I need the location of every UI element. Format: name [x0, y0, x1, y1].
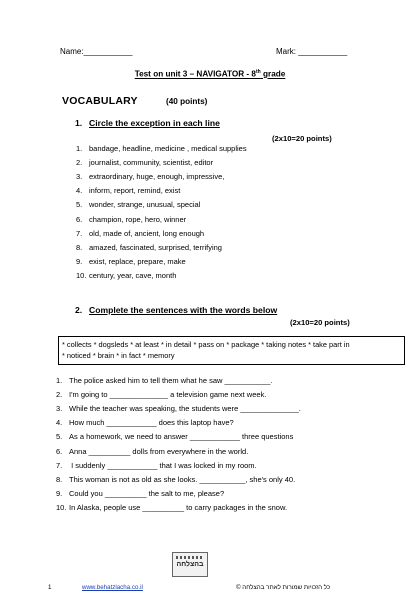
item-number: 7. — [76, 228, 83, 238]
list-item — [56, 432, 293, 441]
item-text: As a homework, we need to answer ____________ three questions — [69, 432, 294, 442]
item-text: I'm going to ______________ a television game next week. — [69, 390, 267, 400]
section-2-points: (2x10=20 points) — [290, 318, 350, 327]
website-link[interactable]: www.behatzlacha.co.il — [82, 584, 143, 591]
section-2-number: 2. — [75, 305, 83, 315]
item-text: exist, replace, prepare, make — [89, 256, 186, 266]
list-item — [76, 172, 224, 181]
name-field-label: Name:___________ — [60, 47, 133, 56]
item-text: journalist, community, scientist, editor — [89, 158, 214, 168]
mark-field-label: Mark: ___________ — [276, 47, 348, 56]
item-number: 1. — [56, 376, 63, 385]
list-item — [76, 144, 247, 153]
list-item — [76, 158, 213, 167]
item-number: 10. — [56, 502, 67, 512]
list-item — [76, 257, 186, 266]
item-number: 9. — [56, 488, 63, 498]
item-number: 5. — [76, 200, 83, 210]
list-item — [56, 461, 257, 470]
vocabulary-points: (40 points) — [166, 97, 208, 106]
item-number: 4. — [76, 186, 83, 196]
list-item — [56, 390, 266, 399]
section-1-heading — [75, 118, 220, 128]
item-number: 8. — [76, 242, 83, 252]
list-item — [76, 243, 222, 252]
logo-text: בהצלחה — [176, 561, 204, 568]
item-number: 1. — [76, 144, 83, 153]
item-text: bandage, headline, medicine , medical supplies — [89, 144, 247, 153]
item-text: old, made of, ancient, long enough — [89, 228, 205, 238]
section-1-number: 1. — [75, 118, 83, 128]
item-text: century, year, cave, month — [89, 270, 177, 280]
item-text: Could you __________ the salt to me, please? — [69, 488, 225, 498]
list-item — [76, 215, 186, 224]
item-text: In Alaska, people use __________ to carry packages in the snow. — [69, 502, 288, 512]
item-text: inform, report, remind, exist — [89, 186, 181, 196]
list-item — [56, 489, 224, 498]
list-item — [76, 200, 200, 209]
section-1-points: (2x10=20 points) — [272, 134, 332, 143]
item-number: 4. — [56, 418, 63, 428]
item-number: 6. — [76, 214, 83, 224]
item-number: 9. — [76, 256, 83, 266]
list-item — [76, 186, 180, 195]
test-title-superscript: th — [256, 69, 261, 75]
list-item — [56, 447, 248, 456]
test-title — [0, 69, 420, 79]
item-text: The police asked him to tell them what he saw ___________. — [69, 376, 273, 385]
list-item — [56, 404, 301, 413]
item-number: 2. — [76, 158, 83, 168]
word-bank-line-1: * collects * dogsleds * at least * in detail * pass on * package * taking notes * take part in — [62, 340, 350, 349]
item-text: How much ____________ does this laptop have? — [69, 418, 234, 428]
list-item — [76, 229, 204, 238]
item-text: While the teacher was speaking, the students were ______________. — [69, 404, 301, 414]
page-number: 1 — [48, 584, 52, 591]
list-item — [56, 418, 234, 427]
list-item — [76, 271, 176, 280]
word-bank-line-2: * noticed * brain * in fact * memory — [62, 351, 175, 360]
list-item — [56, 376, 272, 385]
item-text: Anna __________ dolls from everywhere in the world. — [69, 446, 249, 456]
test-title-tail: grade — [260, 69, 286, 79]
item-number: 10. — [76, 270, 87, 280]
section-1-instruction: Circle the exception in each line — [89, 118, 220, 128]
item-text: I suddenly ____________ that I was locked in my room. — [69, 460, 257, 470]
item-text: This woman is not as old as she looks. ___________, she's only 40. — [69, 474, 296, 484]
section-2-instruction: Complete the sentences with the words below — [89, 305, 278, 315]
list-item — [56, 503, 287, 512]
copyright-notice: כל הזכויות שמורות לאתר בהצלחה © — [236, 584, 331, 591]
test-title-main: Test on unit 3 – NAVIGATOR - 8 — [134, 69, 256, 79]
item-number: 8. — [56, 474, 63, 484]
behatzlacha-logo — [172, 552, 208, 577]
vocabulary-heading: VOCABULARY — [62, 95, 138, 107]
item-number: 3. — [76, 172, 83, 182]
item-number: 3. — [56, 404, 63, 414]
item-text: extraordinary, huge, enough, impressive, — [89, 172, 225, 182]
item-number: 2. — [56, 390, 63, 400]
item-number: 6. — [56, 446, 63, 456]
item-text: amazed, fascinated, surprised, terrifying — [89, 242, 222, 252]
item-text: wonder, strange, unusual, special — [89, 200, 201, 210]
section-2-heading — [75, 305, 277, 315]
word-bank-box — [58, 336, 405, 365]
item-number: 5. — [56, 432, 63, 442]
item-text: champion, rope, hero, winner — [89, 214, 187, 224]
list-item — [56, 475, 295, 484]
item-number: 7. — [56, 460, 63, 470]
